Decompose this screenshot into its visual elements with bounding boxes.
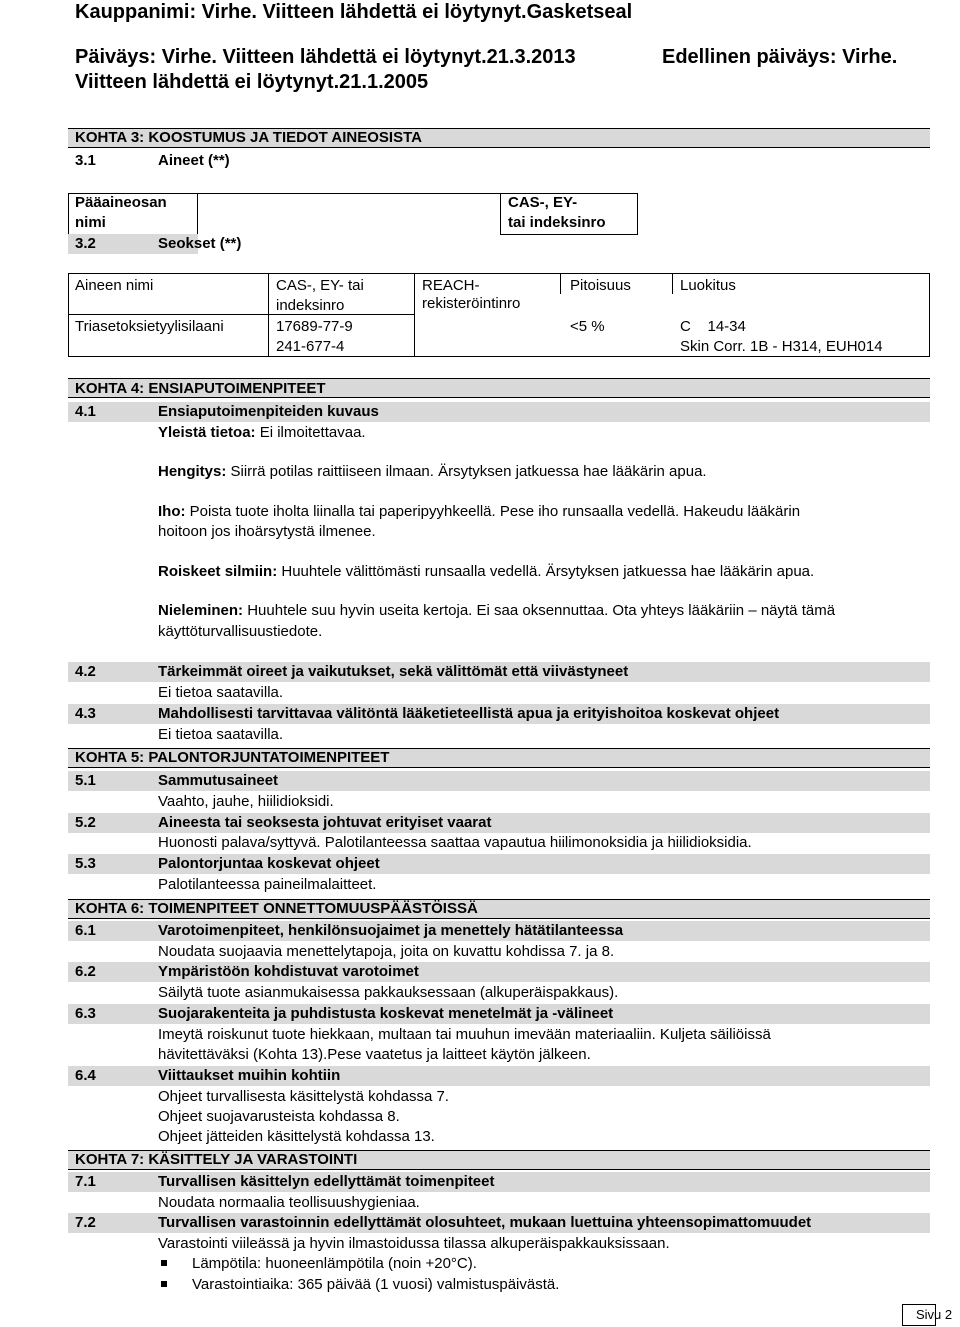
sub-5-2-title: Aineesta tai seoksesta johtuvat erityiset vaarat [158, 814, 492, 831]
sub-7-2-bullet-1: Lämpötila: huoneenlämpötila (noin +20°C). [192, 1255, 477, 1272]
sub-6-4-text-3: Ohjeet jätteiden käsittelystä kohdassa 13. [158, 1128, 435, 1145]
sub-4-3-title: Mahdollisesti tarvittavaa välitöntä lääketieteellistä apua ja erityishoitoa koskevat ohjeet [158, 705, 780, 722]
sub-5-1-num: 5.1 [75, 772, 96, 789]
sub-6-2-text: Säilytä tuote asianmukaisessa pakkauksessaan (alkuperäispakkaus). [158, 984, 619, 1001]
table-header-classification: Luokitus [680, 277, 736, 294]
table-header-name: Aineen nimi [75, 277, 154, 294]
page-number: Sivu 2 [916, 1307, 953, 1322]
sub-7-2-bullet-2: Varastointiaika: 365 päivää (1 vuosi) valmistuspäivästä. [192, 1276, 560, 1293]
sub-6-1-title: Varotoimenpiteet, henkilönsuojaimet ja menettely hätätilanteessa [158, 922, 624, 939]
table-header-concentration: Pitoisuus [570, 277, 631, 294]
table-cell-classification-2: Skin Corr. 1B - H314, EUH014 [680, 338, 883, 355]
ingestion-text-2: käyttöturvallisuustiedote. [158, 623, 323, 640]
sub-6-3-title: Suojarakenteita ja puhdistusta koskevat menetelmät ja -välineet [158, 1005, 614, 1022]
general-text: Ei ilmoitettavaa. [259, 424, 366, 441]
bullet-icon [161, 1281, 167, 1287]
ingestion-label: Nieleminen: [158, 602, 244, 619]
sub-6-1-num: 6.1 [75, 922, 96, 939]
table-cell-ec: 241-677-4 [276, 338, 345, 355]
sub-3-2-num: 3.2 [75, 235, 96, 252]
section-4-title: KOHTA 4: ENSIAPUTOIMENPITEET [75, 380, 326, 397]
cas-label-2: tai indeksinro [508, 214, 606, 231]
sub-4-3-text: Ei tietoa saatavilla. [158, 726, 284, 743]
sub-6-2-title: Ympäristöön kohdistuvat varotoimet [158, 963, 419, 980]
sub-4-2-num: 4.2 [75, 663, 96, 680]
sub-7-1-num: 7.1 [75, 1173, 96, 1190]
header-previous-date: Edellinen päiväys: Virhe. [662, 46, 898, 68]
sub-5-3-num: 5.3 [75, 855, 96, 872]
sub-6-3-num: 6.3 [75, 1005, 96, 1022]
sub-6-2-num: 6.2 [75, 963, 96, 980]
inhalation-text: Siirrä potilas raittiiseen ilmaan. Ärsytyksen jatkuessa hae lääkärin apua. [230, 463, 707, 480]
sub-3-2-title: Seokset (**) [158, 235, 242, 252]
eye-text: Huuhtele välittömästi runsaalla vedellä. Ärsytyksen jatkuessa hae lääkärin apua. [281, 563, 815, 580]
bullet-icon [161, 1260, 167, 1266]
sub-4-1-num: 4.1 [75, 403, 96, 420]
table-header-cas-2: indeksinro [276, 297, 345, 314]
skin-text-2: hoitoon jos ihoärsytystä ilmenee. [158, 523, 376, 540]
sub-6-3-text: Imeytä roiskunut tuote hiekkaan, multaan tai muuhun imevään materiaaliin. Kuljeta säiliöissä [158, 1026, 771, 1043]
sub-5-1-text: Vaahto, jauhe, hiilidioksidi. [158, 793, 334, 810]
table-header-cas: CAS-, EY- tai [276, 277, 364, 294]
sub-5-1-title: Sammutusaineet [158, 772, 279, 789]
sub-6-4-text-1: Ohjeet turvallisesta käsittelystä kohdassa 7. [158, 1088, 449, 1105]
section-5-title: KOHTA 5: PALONTORJUNTATOIMENPITEET [75, 749, 390, 766]
skin-text: Poista tuote iholta liinalla tai paperipyyhkeellä. Pese iho runsaalla vedellä. Hakeudu lääkärin [189, 503, 801, 520]
header-product-name: Kauppanimi: Virhe. Viitteen lähdettä ei löytynyt.Gasketseal [75, 1, 633, 23]
table-header-reach: REACH- [422, 277, 480, 294]
sub-7-1-title: Turvallisen käsittelyn edellyttämät toimenpiteet [158, 1173, 495, 1190]
sub-5-3-text: Palotilanteessa paineilmalaitteet. [158, 876, 377, 893]
sub-6-3-text-2: hävitettäväksi (Kohta 13).Pese vaatetus ja laitteet käytön jälkeen. [158, 1046, 591, 1063]
section-7-title: KOHTA 7: KÄSITTELY JA VARASTOINTI [75, 1151, 358, 1168]
sub-6-4-text-2: Ohjeet suojavarusteista kohdassa 8. [158, 1108, 400, 1125]
section-6-title: KOHTA 6: TOIMENPITEET ONNETTOMUUSPÄÄSTÖISSÄ [75, 900, 478, 917]
cas-label: CAS-, EY- [508, 194, 578, 211]
main-component-label: Pääaineosan [75, 194, 167, 211]
main-component-label-2: nimi [75, 214, 106, 231]
sub-4-3-num: 4.3 [75, 705, 96, 722]
sub-4-2-title: Tärkeimmät oireet ja vaikutukset, sekä välittömät että viivästyneet [158, 663, 629, 680]
sub-5-2-text: Huonosti palava/syttyvä. Palotilanteessa saattaa vapautua hiilimonoksidia ja hiilidioksidia. [158, 834, 752, 851]
table-cell-classification: C 14-34 [680, 318, 746, 335]
sub-7-2-title: Turvallisen varastoinnin edellyttämät olosuhteet, mukaan luettuina yhteensopimattomuudet [158, 1214, 812, 1231]
sub-3-1-title: Aineet (**) [158, 152, 230, 169]
sub-7-1-text: Noudata normaalia teollisuushygieniaa. [158, 1194, 420, 1211]
ingestion-text: Huuhtele suu hyvin useita kertoja. Ei saa oksennuttaa. Ota yhteys lääkäriin – näytä tämä [247, 602, 836, 619]
table-cell-concentration: <5 % [570, 318, 605, 335]
inhalation-label: Hengitys: [158, 463, 227, 480]
eye-label: Roiskeet silmiin: [158, 563, 278, 580]
table-header-reach-2: rekisteröintinro [422, 295, 521, 312]
section-3-title: KOHTA 3: KOOSTUMUS JA TIEDOT AINEOSISTA [75, 129, 422, 146]
header-date: Päiväys: Virhe. Viitteen lähdettä ei löytynyt.21.3.2013 [75, 46, 576, 68]
sub-5-3-title: Palontorjuntaa koskevat ohjeet [158, 855, 380, 872]
sub-5-2-num: 5.2 [75, 814, 96, 831]
sub-6-4-title: Viittaukset muihin kohtiin [158, 1067, 341, 1084]
sub-6-1-text: Noudata suojaavia menettelytapoja, joita on kuvattu kohdissa 7. ja 8. [158, 943, 615, 960]
table-cell-cas: 17689-77-9 [276, 318, 353, 335]
general-label: Yleistä tietoa: [158, 424, 256, 441]
table-cell-name: Triasetoksietyylisilaani [75, 318, 224, 335]
skin-label: Iho: [158, 503, 186, 520]
header-previous-date-cont: Viitteen lähdettä ei löytynyt.21.1.2005 [75, 71, 429, 93]
sub-7-2-num: 7.2 [75, 1214, 96, 1231]
sub-4-1-title: Ensiaputoimenpiteiden kuvaus [158, 403, 379, 420]
sub-3-1-num: 3.1 [75, 152, 96, 169]
sub-6-4-num: 6.4 [75, 1067, 96, 1084]
sub-7-2-text: Varastointi viileässä ja hyvin ilmastoidussa tilassa alkuperäispakkauksissaan. [158, 1235, 670, 1252]
sub-4-2-text: Ei tietoa saatavilla. [158, 684, 284, 701]
